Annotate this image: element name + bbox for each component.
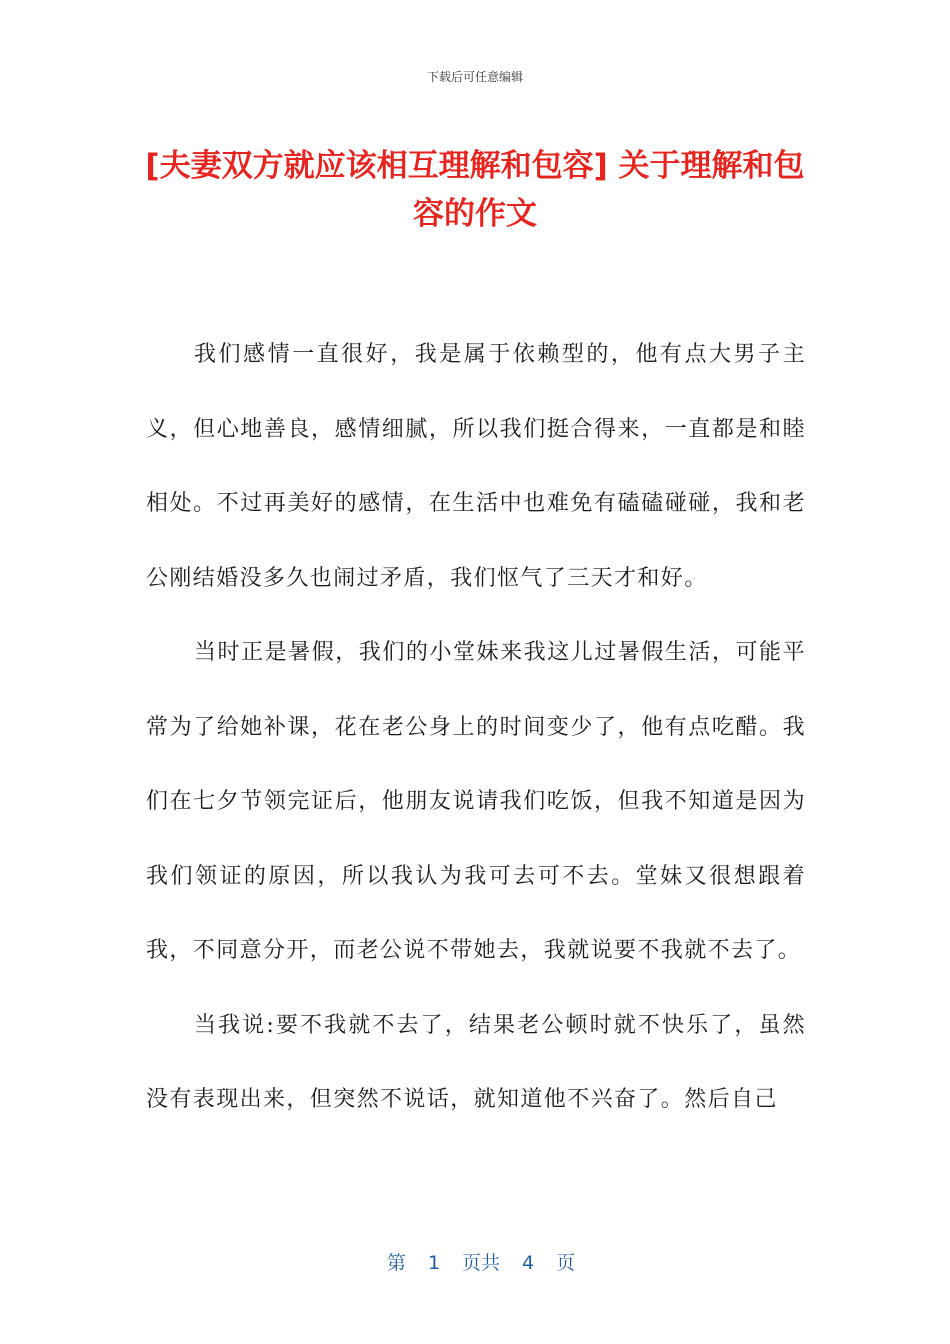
page-prefix: 第 <box>386 1252 406 1274</box>
paragraph-1: 我们感情一直很好，我是属于依赖型的，他有点大男子主义，但心地善良，感情细腻，所以我们挺合得来，一直都是和睦相处。不过再美好的感情，在生活中也难免有磕磕碰碰，我和老公刚结婚没多久也闹过矛盾，我们怄气了三天才和好。 <box>146 342 806 591</box>
page-suffix: 页 <box>556 1252 576 1274</box>
document-title: [夫妻双方就应该相互理解和包容] 关于理解和包容的作文 <box>145 148 805 232</box>
header-note: 下载后可任意编辑 <box>426 70 523 84</box>
paragraph-2: 当时正是暑假，我们的小堂妹来我这儿过暑假生活，可能平常为了给她补课，花在老公身上的时间变少了，他有点吃醋。我们在七夕节领完证后，他朋友说请我们吃饭，但我不知道是因为我们领证的原因，所以我认为我可去可不去。堂妹又很想跟着我，不同意分开，而老公说不带她去，我就说要不我就不去了。 <box>146 640 806 963</box>
document-body <box>146 318 806 1138</box>
total-pages-number: 4 <box>522 1252 535 1274</box>
current-page-number: 1 <box>427 1252 441 1274</box>
page-footer <box>0 1226 950 1275</box>
paragraph-3: 当我说:要不我就不去了，结果老公顿时就不快乐了，虽然没有表现出来，但突然不说话，就知道他不兴奋了。然后自己 <box>146 1012 806 1112</box>
page-middle: 页共 <box>462 1252 501 1274</box>
